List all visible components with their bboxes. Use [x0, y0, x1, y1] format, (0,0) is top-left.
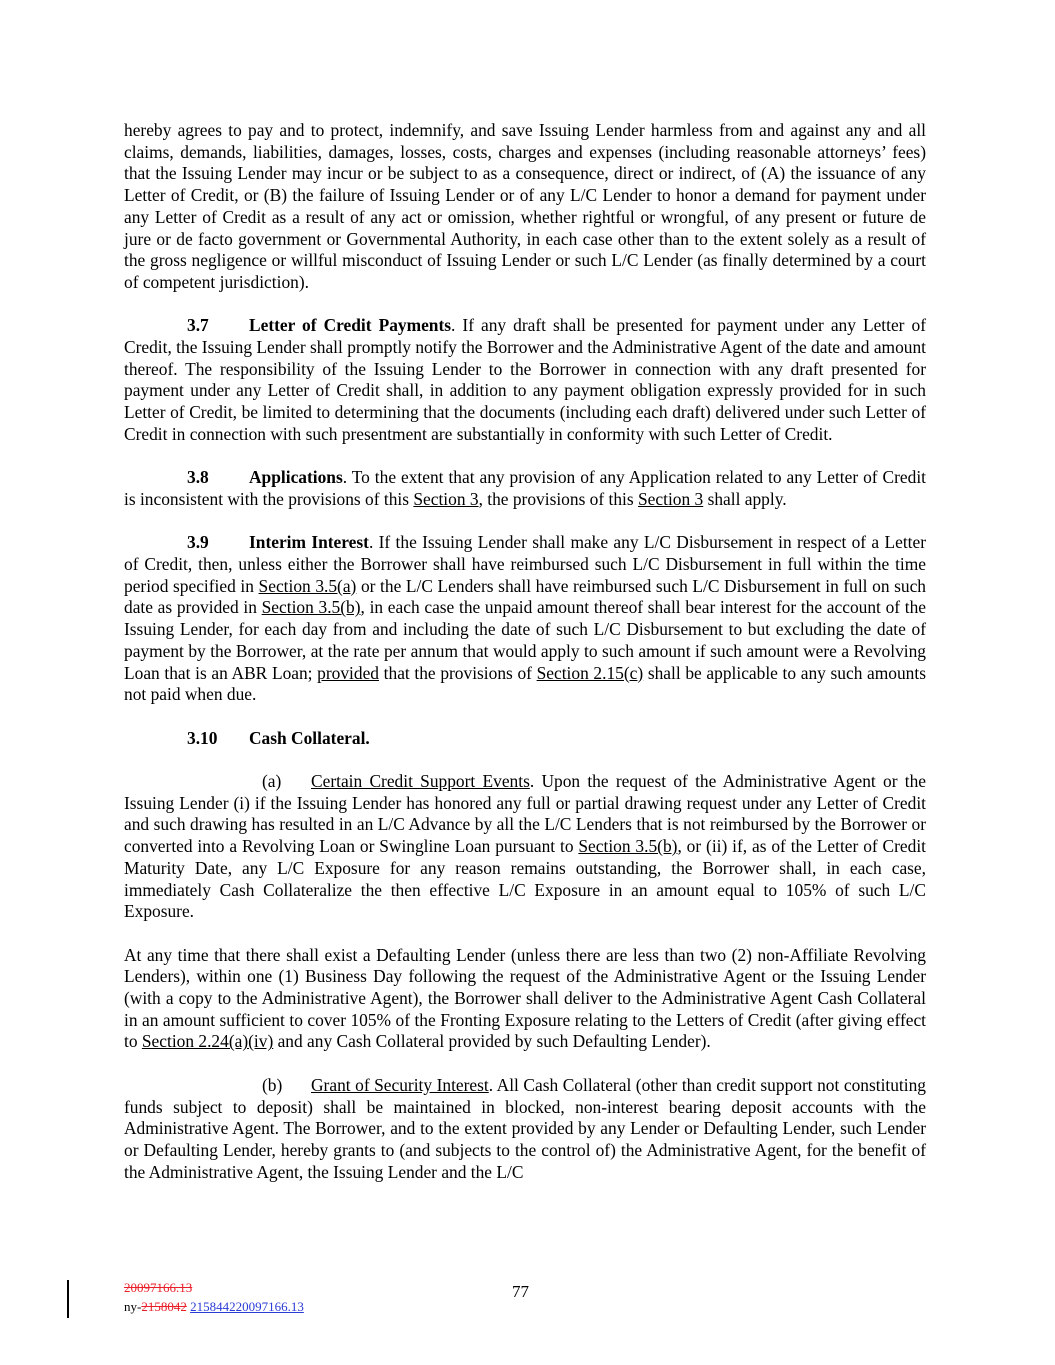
text-run: provided: [317, 662, 379, 683]
text-run: or the L/C Lenders shall have reimbursed such L/C Disbursement in full on such date as provided in: [124, 575, 926, 618]
text-run: and any Cash Collateral provided by such Defaulting Lender).: [273, 1031, 711, 1052]
doc-id-prefix: ny-: [124, 1299, 142, 1314]
text-run: . If any draft shall be presented for payment under any Letter of Credit, the Issuing Lender shall promptly notify the Borrower and the Administrative Agent of the date and amount thereof. The responsibility of the Issuing Lender to the Borrower in connection with any draft presented for payment under any Letter of Credit shall, in addition to any payment obligation expressly provided for in such Letter of Credit, be limited to determining that the documents (including each draft) delivered under such Letter of Credit in connection with such presentment are substantially in conformity with such Letter of Credit.: [124, 315, 926, 444]
section-heading: Interim Interest: [249, 532, 369, 553]
document-body: [124, 120, 926, 1268]
text-run: . If the Issuing Lender shall make any L/C Disbursement in respect of a Letter of Credit, then, unless either the Borrower shall have reimbursed such L/C Disbursement in full within the time period specified in: [124, 532, 926, 596]
inserted-doc-number: 215844220097166.13: [190, 1299, 304, 1314]
paragraph: [124, 728, 926, 750]
text-run: , in each case the unpaid amount thereof shall bear interest for the account of the Issuing Lender, for each day from and including the date of such L/C Disbursement to but excluding the date of payment by the Borrower, at the rate per annum that would apply to such amount if such amount were a Revolving Loan that is an ABR Loan;: [124, 597, 927, 683]
page-footer: [0, 1280, 1055, 1340]
section-heading: 3.7: [187, 315, 209, 336]
paragraph: [124, 532, 926, 706]
deleted-doc-id: 20097166.13: [124, 1280, 193, 1295]
section-heading: 3.8: [187, 467, 209, 488]
section-heading: (a): [262, 771, 282, 792]
section-heading: Cash Collateral.: [249, 727, 370, 748]
text-run: At any time that there shall exist a Defaulting Lender (unless there are less than two (2) non-Affiliate Revolving Lenders), within one (1) Business Day following the request of the Administrative Agent or the Issuing Lender (with a copy to the Administrative Agent), the Borrower shall deliver to the Administrative Agent Cash Collateral in an amount sufficient to cover 105% of the Fronting Exposure relating to the Letters of Credit (after giving effect to: [124, 944, 926, 1052]
text-run: Certain Credit Support Events: [311, 771, 530, 792]
section-reference: Section 3.5(b): [578, 836, 678, 857]
paragraph: [124, 771, 926, 923]
paragraph: [124, 945, 926, 1054]
paragraph: [124, 467, 926, 510]
section-heading: 3.10: [187, 727, 218, 748]
text-run: , or (ii) if, as of the Letter of Credit Maturity Date, any L/C Exposure for any reason remains outstanding, the Borrower shall, in each case, immediately Cash Collateralize the then effective L/C Exposure in an amount equal to 105% of such L/C Exposure.: [124, 836, 927, 922]
text-run: . To the extent that any provision of any Application related to any Letter of Credit is inconsistent with the provisions of this: [124, 467, 926, 509]
section-reference: Section 2.15(c): [536, 662, 644, 683]
section-reference: Section 3: [413, 488, 479, 509]
text-run: shall apply.: [703, 488, 787, 509]
text-run: , the provisions of this: [478, 488, 638, 509]
change-bar: [67, 1280, 69, 1318]
text-run: shall be applicable to any such amounts not paid when due.: [124, 662, 926, 705]
section-reference: Section 2.24(a)(iv): [141, 1031, 274, 1052]
section-heading: Applications: [249, 467, 343, 488]
text-run: . All Cash Collateral (other than credit support not constituting funds subject to deposit) shall be maintained in blocked, non-interest bearing deposit accounts with the Administrative Agent. The Borrower, and to the extent provided by any Lender or Defaulting Lender, such Lender or Defaulting Lender, hereby grants to (and subjects to the control of) the Administrative Agent, for the benefit of the Administrative Agent, the Issuing Lender and the L/C: [124, 1074, 926, 1182]
text-run: hereby agrees to pay and to protect, indemnify, and save Issuing Lender harmless from and against any and all claims, demands, liabilities, damages, losses, costs, charges and expenses (including reasonable attorneys’ fees) that the Issuing Lender may incur or be subject to as a consequence, direct or indirect, of (A) the issuance of any Letter of Credit, or (B) the failure of Issuing Lender or of any L/C Lender to honor a demand for payment under any Letter of Credit as a result of any act or omission, whether rightful or wrongful, of any present or future de jure or de facto government or Governmental Authority, in each case other than to the extent solely as a result of the gross negligence or willful misconduct of Issuing Lender or such L/C Lender (as finally determined by a court of competent jurisdiction).: [124, 120, 926, 292]
section-reference: Section 3.5(a): [258, 575, 357, 596]
section-heading: (b): [262, 1074, 283, 1095]
deleted-doc-number: 2158042: [141, 1299, 187, 1314]
doc-id-line: [124, 1299, 304, 1315]
paragraph: [124, 120, 926, 294]
section-reference: Section 3.5(b): [261, 597, 361, 618]
section-heading: Letter of Credit Payments: [249, 315, 452, 336]
section-heading: 3.9: [187, 532, 209, 553]
paragraph: [124, 315, 926, 445]
text-run: that the provisions of: [379, 662, 537, 683]
text-run: Grant of Security Interest: [311, 1074, 489, 1095]
page-number: 77: [512, 1282, 529, 1301]
section-reference: Section 3: [638, 488, 704, 509]
text-run: . Upon the request of the Administrative Agent or the Issuing Lender (i) if the Issuing Lender has honored any full or partial drawing request under any Letter of Credit and such drawing has resulted in an L/C Advance by all the L/C Lenders that is not reimbursed by the Borrower or converted into a Revolving Loan or Swingline Loan pursuant to: [124, 771, 926, 857]
paragraph: [124, 1075, 926, 1184]
